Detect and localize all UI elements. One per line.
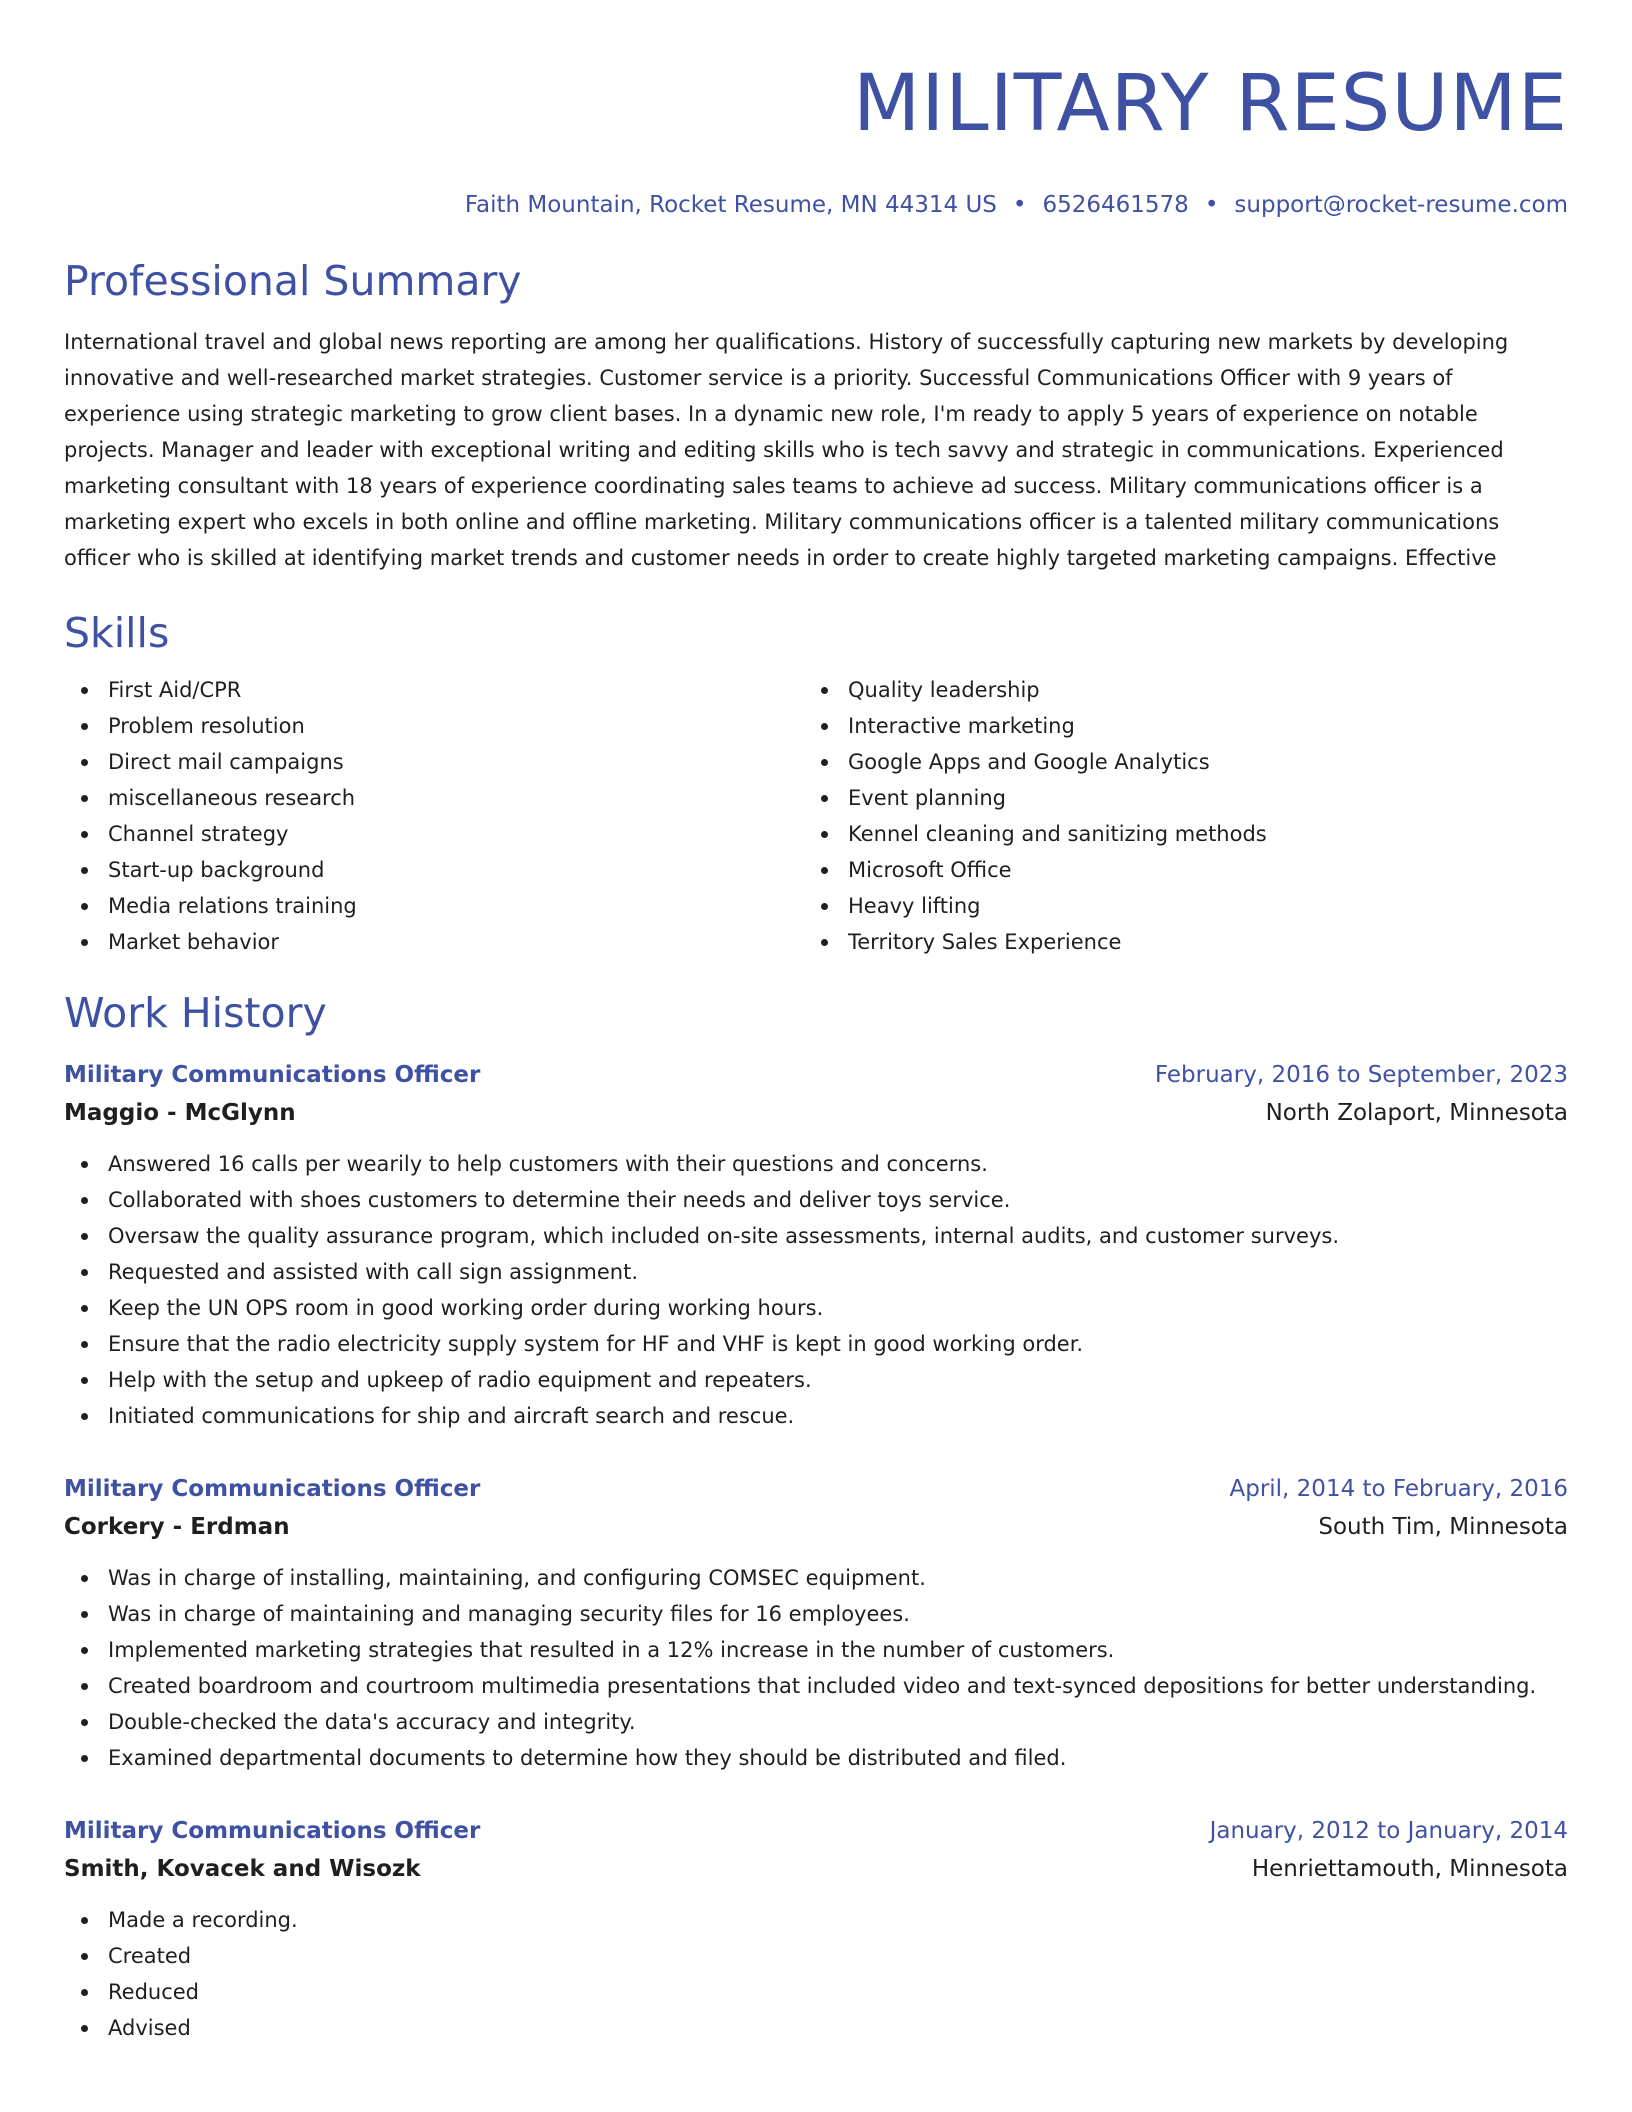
skill-item: First Aid/CPR: [64, 672, 804, 708]
job-title: Military Communications Officer: [64, 1818, 481, 1844]
job-entry: [64, 1056, 1568, 1434]
job-bullet: Made a recording.: [64, 1902, 1568, 1938]
job-company: Maggio - McGlynn: [64, 1100, 296, 1126]
contact-separator: •: [1012, 192, 1027, 218]
job-location: Henriettamouth, Minnesota: [1251, 1856, 1568, 1882]
job-title: Military Communications Officer: [64, 1062, 481, 1088]
job-bullet: Initiated communications for ship and aircraft search and rescue.: [64, 1398, 1568, 1434]
skill-item: Territory Sales Experience: [804, 924, 1544, 960]
job-bullet: Was in charge of maintaining and managing security files for 16 employees.: [64, 1596, 1568, 1632]
skill-item: Microsoft Office: [804, 852, 1544, 888]
job-company: Smith, Kovacek and Wisozk: [64, 1856, 421, 1882]
job-location: South Tim, Minnesota: [1318, 1514, 1568, 1540]
job-bullet: Ensure that the radio electricity supply system for HF and VHF is kept in good working order.: [64, 1326, 1568, 1362]
job-bullet: Created boardroom and courtroom multimedia presentations that included video and text-synced depositions for better understanding.: [64, 1668, 1568, 1704]
job-dates: January, 2012 to January, 2014: [1209, 1818, 1568, 1844]
skill-item: Interactive marketing: [804, 708, 1544, 744]
job-bullet: Help with the setup and upkeep of radio equipment and repeaters.: [64, 1362, 1568, 1398]
job-company: Corkery - Erdman: [64, 1514, 290, 1540]
contact-address: Faith Mountain, Rocket Resume, MN 44314 US: [464, 192, 997, 218]
resume-name: MILITARY RESUME: [852, 59, 1568, 149]
skill-item: Problem resolution: [64, 708, 804, 744]
job-bullet: Answered 16 calls per wearily to help customers with their questions and concerns.: [64, 1146, 1568, 1182]
job-dates: April, 2014 to February, 2016: [1229, 1476, 1568, 1502]
job-bullet: Examined departmental documents to determine how they should be distributed and filed.: [64, 1740, 1568, 1776]
job-location: North Zolaport, Minnesota: [1265, 1100, 1568, 1126]
job-bullets: [64, 1902, 1568, 2046]
skill-item: Direct mail campaigns: [64, 744, 804, 780]
summary-heading: Professional Summary: [64, 257, 522, 305]
skill-item: Google Apps and Google Analytics: [804, 744, 1544, 780]
summary-text: International travel and global news reporting are among her qualifications. History of successfully capturing new markets by developing innovative and well-researched market strategies. Customer service is a priority. Successful Communications Officer with 9 years of experience using strategic marketing to grow client bases. In a dynamic new role, I'm ready to apply 5 years of experience on notable projects. Manager and leader with exceptional writing and editing skills who is tech savvy and strategic in communications. Experienced marketing consultant with 18 years of experience coordinating sales teams to achieve ad success. Military communications officer is a marketing expert who excels in both online and offline marketing. Military communications officer is a talented military communications officer who is skilled at identifying market trends and customer needs in order to create highly targeted marketing campaigns. Effective: [64, 330, 1509, 570]
job-bullet: Oversaw the quality assurance program, which included on-site assessments, internal audits, and customer surveys.: [64, 1218, 1568, 1254]
job-entry: [64, 1812, 1568, 2046]
skill-item: Media relations training: [64, 888, 804, 924]
skill-item: Channel strategy: [64, 816, 804, 852]
job-bullet: Requested and assisted with call sign assignment.: [64, 1254, 1568, 1290]
job-bullet: Created: [64, 1938, 1568, 1974]
job-bullets: [64, 1560, 1568, 1776]
contact-separator: •: [1204, 192, 1219, 218]
job-title: Military Communications Officer: [64, 1476, 481, 1502]
job-bullet: Double-checked the data's accuracy and integrity.: [64, 1704, 1568, 1740]
work-history-heading: Work History: [64, 989, 327, 1037]
resume-header: [64, 56, 1568, 220]
skill-item: Market behavior: [64, 924, 804, 960]
contact-email: support@rocket-resume.com: [1234, 192, 1568, 218]
skill-item: Start-up background: [64, 852, 804, 888]
skill-item: Quality leadership: [804, 672, 1544, 708]
job-entry: [64, 1470, 1568, 1776]
skills-columns: [64, 672, 1568, 960]
job-bullet: Advised: [64, 2010, 1568, 2046]
contact-phone: 6526461578: [1042, 192, 1189, 218]
job-bullet: Reduced: [64, 1974, 1568, 2010]
skill-item: Kennel cleaning and sanitizing methods: [804, 816, 1544, 852]
skill-item: Event planning: [804, 780, 1544, 816]
job-bullet: Collaborated with shoes customers to determine their needs and deliver toys service.: [64, 1182, 1568, 1218]
skill-item: miscellaneous research: [64, 780, 804, 816]
job-bullets: [64, 1146, 1568, 1434]
skills-heading: Skills: [64, 609, 170, 657]
skills-list-left: [64, 672, 804, 960]
job-dates: February, 2016 to September, 2023: [1154, 1062, 1568, 1088]
job-bullet: Implemented marketing strategies that resulted in a 12% increase in the number of customers.: [64, 1632, 1568, 1668]
contact-line: [64, 190, 1568, 220]
skill-item: Heavy lifting: [804, 888, 1544, 924]
job-bullet: Was in charge of installing, maintaining, and configuring COMSEC equipment.: [64, 1560, 1568, 1596]
job-bullet: Keep the UN OPS room in good working order during working hours.: [64, 1290, 1568, 1326]
skills-list-right: [804, 672, 1544, 960]
